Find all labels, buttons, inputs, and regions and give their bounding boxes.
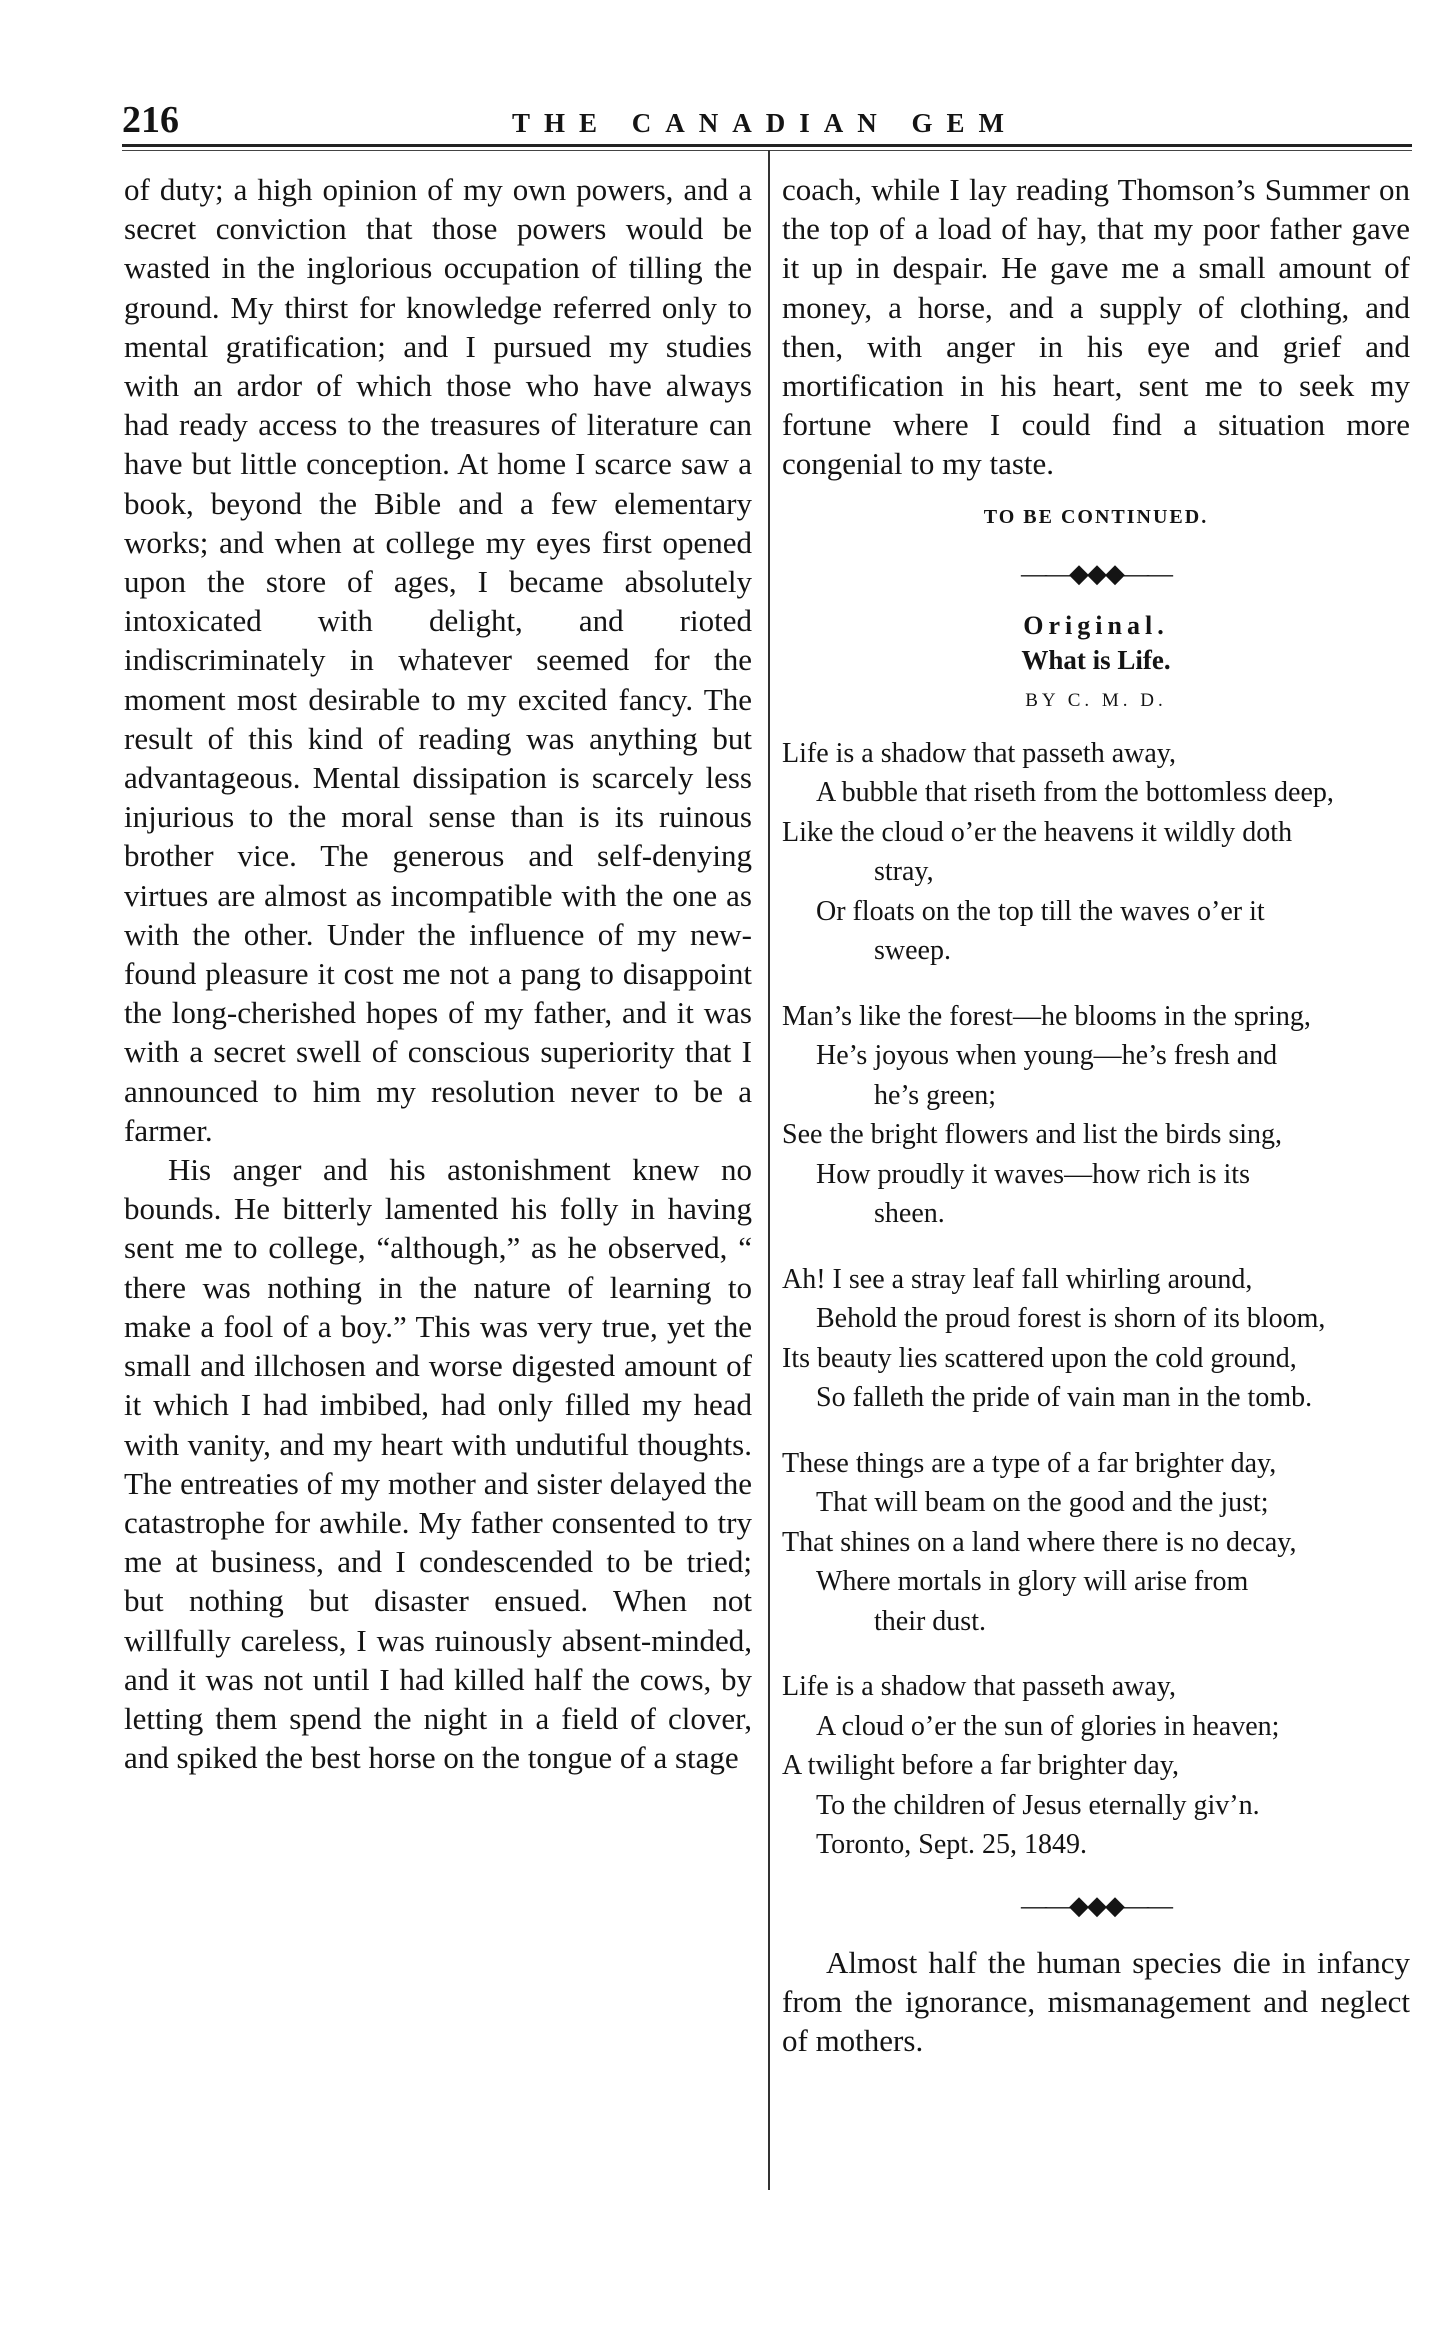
poem-line: Ah! I see a stray leaf fall whirling around,: [782, 1263, 1253, 1295]
poem-line: That shines on a land where there is no decay,: [782, 1526, 1297, 1558]
poem-line: These things are a type of a far brighter day,: [782, 1447, 1277, 1479]
poem-stanza: [782, 1260, 1410, 1418]
poem-line: sheen.: [874, 1198, 945, 1230]
original-label: Original.: [1023, 610, 1169, 640]
poem-stanza: [782, 1667, 1410, 1865]
ornament-divider-2: ——◆◆◆——: [1021, 1890, 1171, 1920]
poem-line: That will beam on the good and the just;: [816, 1487, 1269, 1519]
poem-line: So falleth the pride of vain man in the tomb.: [816, 1382, 1313, 1414]
poem-line: Where mortals in glory will arise from: [816, 1566, 1249, 1598]
poem-line: he’s green;: [874, 1079, 997, 1111]
poem-byline: BY C. M. D.: [1025, 689, 1167, 711]
right-paragraph-continued: coach, while I lay reading Thomson’s Summer on the top of a load of hay, that my poor father gave it up in despair. He gave me a small amount of money, a horse, and a supply of clothing, and then, with anger in his eye and grief and mortification in his heart, sent me to seek my fortune where I could find a situation more congenial to my taste.: [782, 172, 1410, 482]
poem-line: Behold the proud forest is shorn of its bloom,: [816, 1303, 1326, 1335]
poem-line: How proudly it waves—how rich is its: [816, 1158, 1250, 1190]
left-column: [124, 170, 752, 1777]
poem-line: He’s joyous when young—he’s fresh and: [816, 1040, 1278, 1072]
poem-line: To the children of Jesus eternally giv’n.: [816, 1789, 1260, 1821]
poem-line: A bubble that riseth from the bottomless deep,: [816, 777, 1334, 809]
poem-stanza: [782, 997, 1410, 1234]
left-paragraph-1: of duty; a high opinion of my own powers, and a secret conviction that those powers would be wasted in the inglorious occupation of tilling the ground. My thirst for knowledge referred only to mental gratification; and I pursued my studies with an ardor of which those who have always had ready access to the treasures of literature can have but little conception. At home I scarce saw a book, beyond the Bible and a few elementary works; and when at college my eyes first opened upon the store of ages, I became absolutely intoxicated with delight, and rioted indiscriminately in whatever seemed for the moment most desirable to my excited fancy. The result of this kind of reading was anything but advantageous. Mental dissipation is scarcely less injurious to the moral sense than is its ruinous brother vice. The generous and self-denying virtues are almost as incompatible with the one as with the other. Under the influence of my new-found pleasure it cost me not a pang to disappoint the long-cherished hopes of my father, and it was with a secret swell of conscious superiority that I announced to him my resolution never to be a farmer.: [124, 172, 752, 1148]
header-rule-thin: [122, 150, 1412, 151]
poem-line: See the bright flowers and list the birds sing,: [782, 1119, 1283, 1151]
left-paragraph-2: His anger and his astonishment knew no bounds. He bitterly lamented his folly in having sent me to college, “although,” as he observed, “ there was nothing in the nature of learning to make a fool of a boy.” This was very true, yet the small and illchosen and worse digested amount of it which I had imbibed, had only filled my head with vanity, and my heart with undutiful thoughts. The entreaties of my mother and sister delayed the catastrophe for awhile. My father consented to try me at business, and I condescended to be tried; but nothing but disaster ensued. When not willfully careless, I was ruinously absent-minded, and it was not until I had killed half the cows, by letting them spend the night in a field of clover, and spiked the best horse on the tongue of a stage: [124, 1152, 752, 1776]
right-column: [782, 170, 1410, 2060]
poem-line: Man’s like the forest—he blooms in the spring,: [782, 1000, 1311, 1032]
poem-line: Its beauty lies scattered upon the cold ground,: [782, 1342, 1297, 1374]
page-number: 216: [122, 99, 179, 141]
poem-line: Life is a shadow that passeth away,: [782, 1671, 1176, 1703]
poem: [782, 734, 1410, 1865]
ornament-divider: ——◆◆◆——: [1021, 558, 1171, 588]
poem-line: sweep.: [874, 935, 951, 967]
poem-stanza: [782, 734, 1410, 971]
closing-note-text: Almost half the human species die in infancy from the ignorance, mismanagement and neglect of mothers.: [782, 1944, 1410, 2059]
header-rule: [122, 144, 1412, 147]
poem-line: Or floats on the top till the waves o’er it: [816, 895, 1265, 927]
closing-note: [782, 1943, 1410, 2061]
poem-line: Like the cloud o’er the heavens it wildly doth: [782, 816, 1293, 848]
column-divider: [768, 150, 770, 2190]
poem-line: stray,: [874, 856, 934, 888]
poem-title: What is Life.: [1021, 644, 1171, 675]
poem-line: A cloud o’er the sun of glories in heaven;: [816, 1710, 1280, 1742]
page-header: [122, 98, 1412, 141]
poem-line: their dust.: [874, 1605, 986, 1637]
poem-stanza: [782, 1444, 1410, 1642]
poem-line: A twilight before a far brighter day,: [782, 1750, 1180, 1782]
poem-dateline: Toronto, Sept. 25, 1849.: [816, 1829, 1088, 1861]
running-title: THE CANADIAN GEM: [512, 108, 1019, 138]
poem-line: Life is a shadow that passeth away,: [782, 737, 1176, 769]
to-be-continued: TO BE CONTINUED.: [983, 505, 1209, 528]
